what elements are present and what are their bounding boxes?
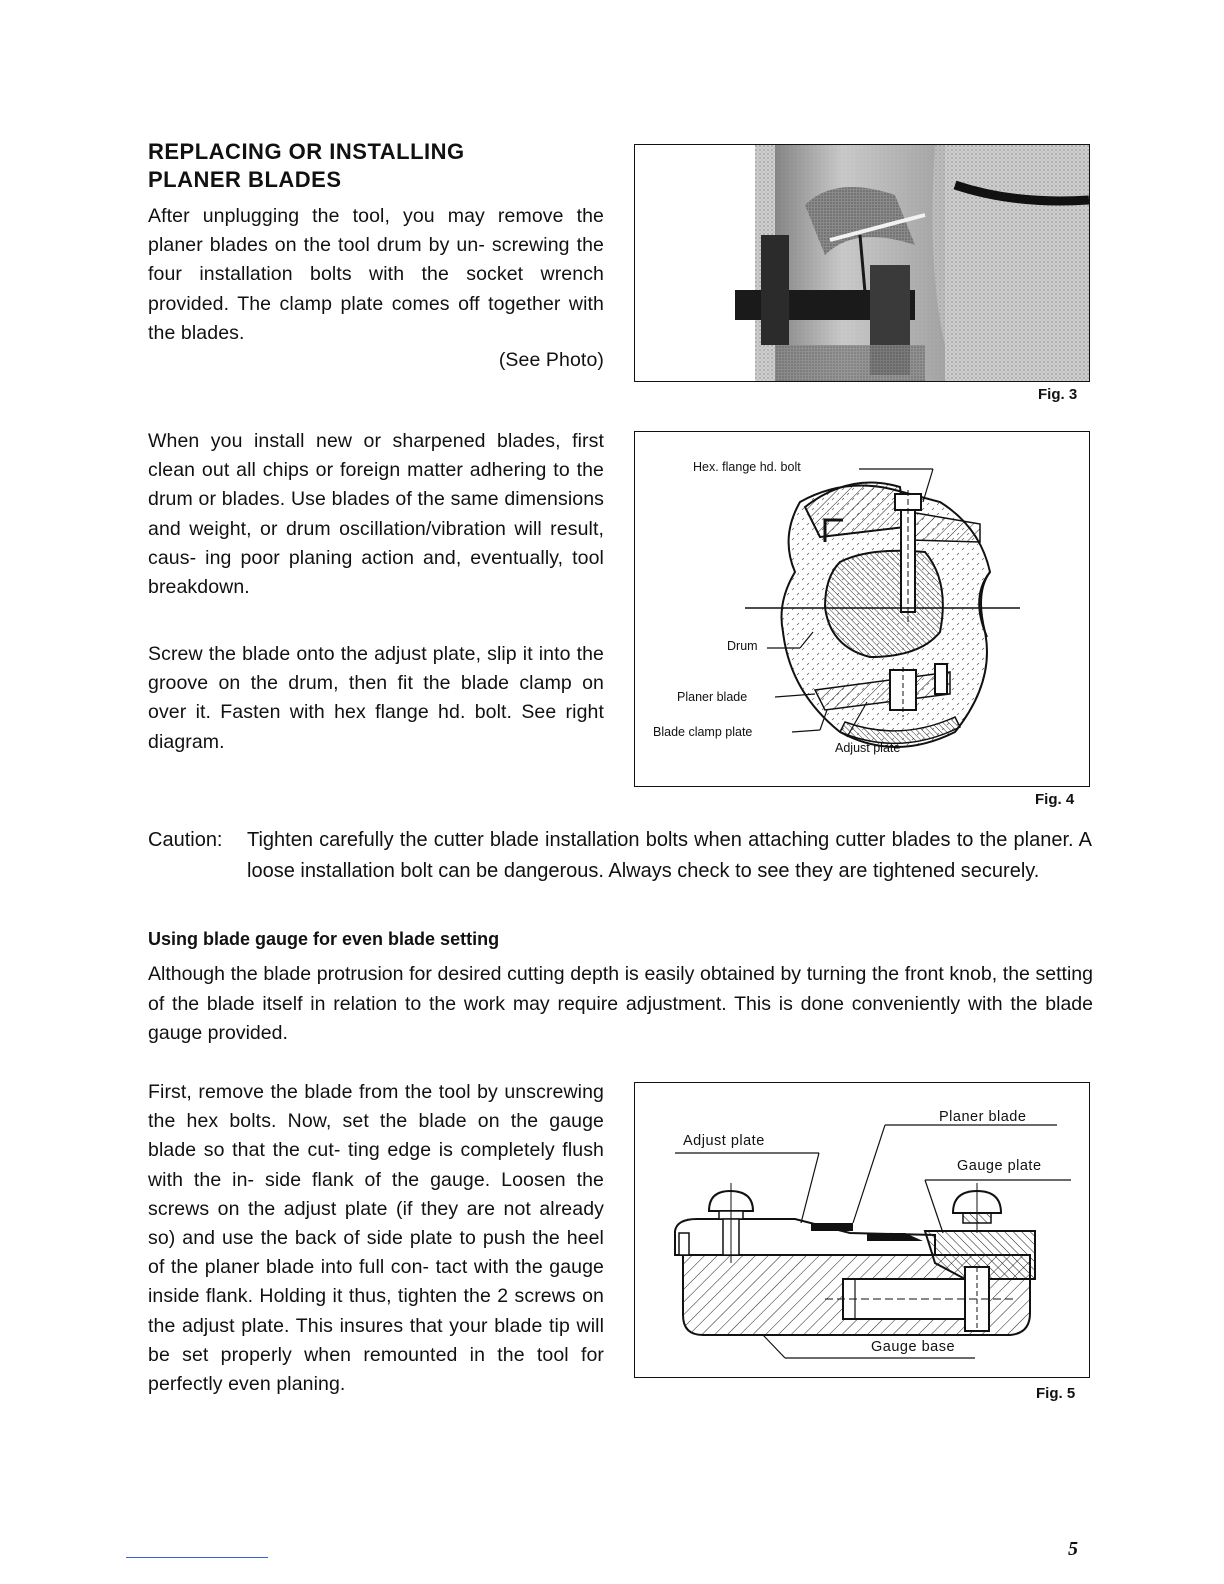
gauge-intro-paragraph: Although the blade protrusion for desired cutting depth is easily obtained by turning the front knob, the setting of the blade itself in relation to the work may require adjustment. This is done conveniently with the blade gauge provided.: [148, 963, 1093, 1044]
fig3-photo: [634, 144, 1090, 382]
fig5-gauge-drawing: [635, 1083, 1089, 1377]
fig3-label: Fig. 3: [1038, 386, 1078, 403]
callout-adjust-plate: Adjust plate: [683, 1133, 765, 1149]
heading-line-1: REPLACING OR INSTALLING: [148, 139, 465, 164]
caution-text: Tighten carefully the cutter blade installation bolts when attaching cutter blades to the planer. A loose installation bolt can be dangerous. Always check to see they are tightened securely.: [247, 829, 1092, 882]
callout-gauge-base: Gauge base: [871, 1339, 956, 1355]
fig4-label: Fig. 4: [1035, 791, 1075, 808]
callout-planer-blade: Planer blade: [939, 1109, 1027, 1125]
section-heading: [148, 138, 618, 194]
gauge-subheading: Using blade gauge for even blade setting: [148, 929, 500, 949]
footer-rule: [126, 1557, 268, 1558]
callout-planer-blade: Planer blade: [677, 690, 748, 704]
callout-clamp-plate: Blade clamp plate: [653, 725, 753, 739]
fig5-diagram: [634, 1082, 1090, 1378]
fig4-drum-drawing: [635, 432, 1089, 786]
removal-paragraph: After unplugging the tool, you may remove the planer blades on the tool drum by un- screwing the four installation bolts with the socket wrench provided. The clamp plate comes off together with the blades.: [148, 205, 604, 344]
gauge-steps-paragraph: First, remove the blade from the tool by unscrewing the hex bolts. Now, set the blade on the gauge blade so that the cut- ting edge is completely flush with the in- side flank of the gauge. Loosen the screws on the adjust plate (if they are not already so) and use the back of side plate to push the heel of the planer blade into full con- tact with the gauge inside flank. Holding it thus, tighten the 2 screws on the adjust plate. This insures that your blade tip will be set properly when remounted in the tool for perfectly even planing.: [148, 1081, 604, 1396]
page-number: 5: [1068, 1538, 1078, 1560]
callout-bolt: Hex. flange hd. bolt: [693, 460, 801, 474]
caution-lead: Caution:: [148, 829, 223, 851]
see-photo-note: (See Photo): [498, 349, 604, 371]
fig4-diagram: [634, 431, 1090, 787]
callout-gauge-plate: Gauge plate: [957, 1158, 1042, 1174]
heading-line-2: PLANER BLADES: [148, 167, 342, 192]
install-paragraph: When you install new or sharpened blades, first clean out all chips or foreign matter adhering to the drum or blades. Use blades of the same dimensions and weight, or drum oscillation/vibration will result, caus- ing poor planing action and, eventually, tool breakdown.: [148, 430, 604, 599]
fig5-label: Fig. 5: [1036, 1385, 1076, 1402]
callout-adjust-plate: Adjust plate: [835, 741, 901, 755]
callout-drum: Drum: [727, 639, 758, 653]
fig3-photo-image: [635, 145, 1089, 381]
fasten-paragraph: Screw the blade onto the adjust plate, slip it into the groove on the drum, then fit the blade clamp on over it. Fasten with hex flange hd. bolt. See right diagram.: [148, 643, 604, 753]
